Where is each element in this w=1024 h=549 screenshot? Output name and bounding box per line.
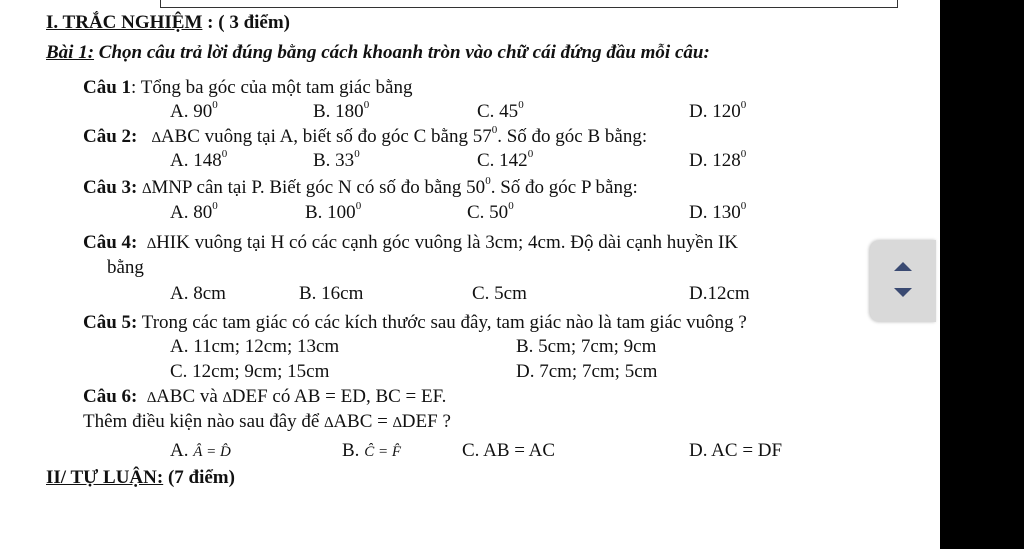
q2-option-a: A. $148^0$ [170,147,228,171]
q3-option-c: C. $50^0$ [467,199,514,223]
q3-option-b: B. $100^0$ [305,199,362,223]
q5-option-c: C. 12cm; 9cm; 15cm [170,361,330,382]
q5-option-a: A. 11cm; 12cm; 13cm [170,336,340,357]
page-scroll-control[interactable] [870,240,936,322]
q1-option-d: D. $120^0$ [689,98,747,122]
q1-option-c: C. $45^0$ [477,98,524,122]
q3-option-d: D. $130^0$ [689,199,747,223]
q4-option-d: D.12cm [689,283,750,304]
q5-option-d: D. 7cm; 7cm; 5cm [516,361,658,382]
section1-title: I. TRẮC NGHIỆM : ( 3 điểm) [46,12,291,33]
q2-option-d: D. $128^0$ [689,147,747,171]
q6-option-b: B. Ĉ = F̂ [342,440,401,461]
q5-option-b: B. 5cm; 7cm; 9cm [516,336,657,357]
q3-option-a: A. $80^0$ [170,199,218,223]
question-3: Câu 3: ∆MNP cân tại P. Biết góc N có số đo bằng $50^0$. Số đo góc P bằng: [83,174,638,198]
question-4-continued: bằng [107,257,144,278]
question-4: Câu 4: ∆HIK vuông tại H có các cạnh góc vuông là 3cm; 4cm. Độ dài cạnh huyền IK [83,232,739,253]
question-6: Câu 6: ∆ABC và ∆DEF có AB = ED, BC = EF. [83,386,447,407]
q2-option-b: B. $33^0$ [313,147,360,171]
question-5: Câu 5: Trong các tam giác có các kích thước sau đây, tam giác nào là tam giác vuông ? [83,312,747,333]
q2-option-c: C. $142^0$ [477,147,534,171]
q4-option-c: C. 5cm [472,283,527,304]
q6-option-d: D. AC = DF [689,440,783,461]
black-side-panel [940,0,1024,549]
q4-option-a: A. 8cm [170,283,226,304]
q6-option-c: C. AB = AC [462,440,556,461]
scroll-up-icon[interactable] [894,262,912,271]
question-6-line2: Thêm điều kiện nào sau đây để ∆ABC = ∆DEF ? [83,411,451,432]
bai1-instruction: Bài 1: Chọn câu trả lời đúng bằng cách khoanh tròn vào chữ cái đứng đầu mỗi câu: [46,42,710,63]
q6-option-a: A. Â = D̂ [170,440,231,461]
question-2: Câu 2: ∆ABC vuông tại A, biết số đo góc C bằng $57^0$. Số đo góc B bằng: [83,123,648,147]
q1-option-b: B. $180^0$ [313,98,370,122]
section2-title: II/ TỰ LUẬN: (7 điểm) [46,467,235,488]
q1-option-a: A. $90^0$ [170,98,218,122]
question-1: Câu 1: Tổng ba góc của một tam giác bằng [83,77,413,98]
q4-option-b: B. 16cm [299,283,364,304]
table-border [160,0,898,8]
scroll-down-icon[interactable] [894,288,912,297]
